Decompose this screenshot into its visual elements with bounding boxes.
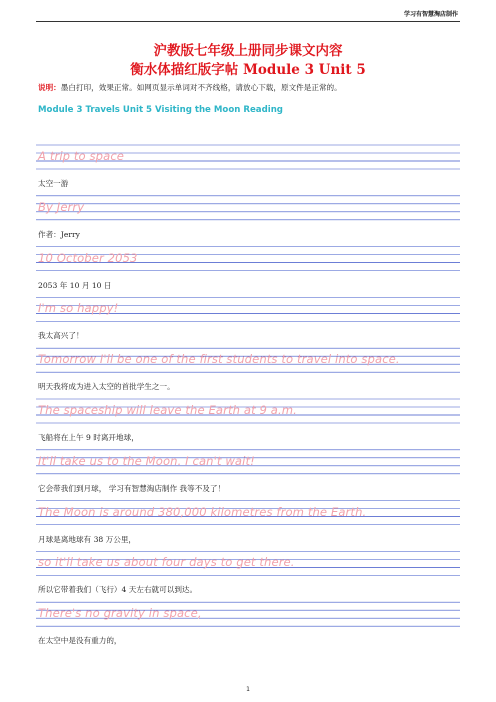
- tracing-sentence: By Jerry: [38, 199, 85, 214]
- shop-note: 学习有智慧淘店制作: [403, 11, 458, 18]
- tracing-sentence: There's no gravity in space,: [38, 606, 202, 621]
- document-title: 沪教版七年级上册同步课文内容: [153, 43, 343, 59]
- chinese-translation: 我太高兴了！: [38, 331, 84, 341]
- tracing-sentence: so it'll take us about four days to get there.: [38, 555, 295, 570]
- chinese-translation: 作者：Jerry: [38, 229, 80, 239]
- tracing-sentence: Tomorrow I'll be one of the first students to travel into space.: [38, 352, 400, 367]
- chinese-translation: 它会带我们到月球， 学习有智慧淘店制作 我等不及了！: [38, 483, 226, 493]
- notice-lead: 说明：: [38, 83, 61, 92]
- chinese-translation: 月球是离地球有 38 万公里，: [38, 534, 137, 544]
- tracing-sentence: A trip to space: [38, 149, 125, 163]
- document-subtitle: 衡水体描红版字帖 Module 3 Unit 5: [130, 62, 366, 78]
- chinese-translation: 明天我将成为进入太空的首批学生之一。: [38, 382, 175, 392]
- tracing-sentence: It'll take us to the Moon. I can't wait!: [38, 453, 255, 468]
- tracing-sentence: I'm so happy!: [38, 301, 119, 316]
- tracing-sentence: 10 October 2053: [38, 250, 138, 265]
- chinese-translation: 太空一游: [38, 179, 69, 188]
- chinese-translation: 所以它带着我们（飞行）4 天左右就可以到达。: [38, 585, 198, 595]
- tracing-sentence: The Moon is around 380,000 kilometres from the Earth.: [38, 504, 367, 519]
- section-heading: Module 3 Travels Unit 5 Visiting the Moon Reading: [38, 105, 283, 115]
- chinese-translation: 飞船将在上午 9 时离开地球，: [38, 433, 139, 442]
- tracing-sentence: The spaceship will leave the Earth at 9 a.m.: [38, 403, 297, 417]
- chinese-translation: 2053 年 10 月 10 日: [38, 280, 112, 290]
- chinese-translation: 在太空中是没有重力的，: [38, 636, 122, 646]
- page-number: 1: [246, 686, 250, 693]
- notice-text: 墨白打印，效果正常。如网页显示单词对不齐线格，请放心下载，原文件是正常的。: [60, 83, 342, 92]
